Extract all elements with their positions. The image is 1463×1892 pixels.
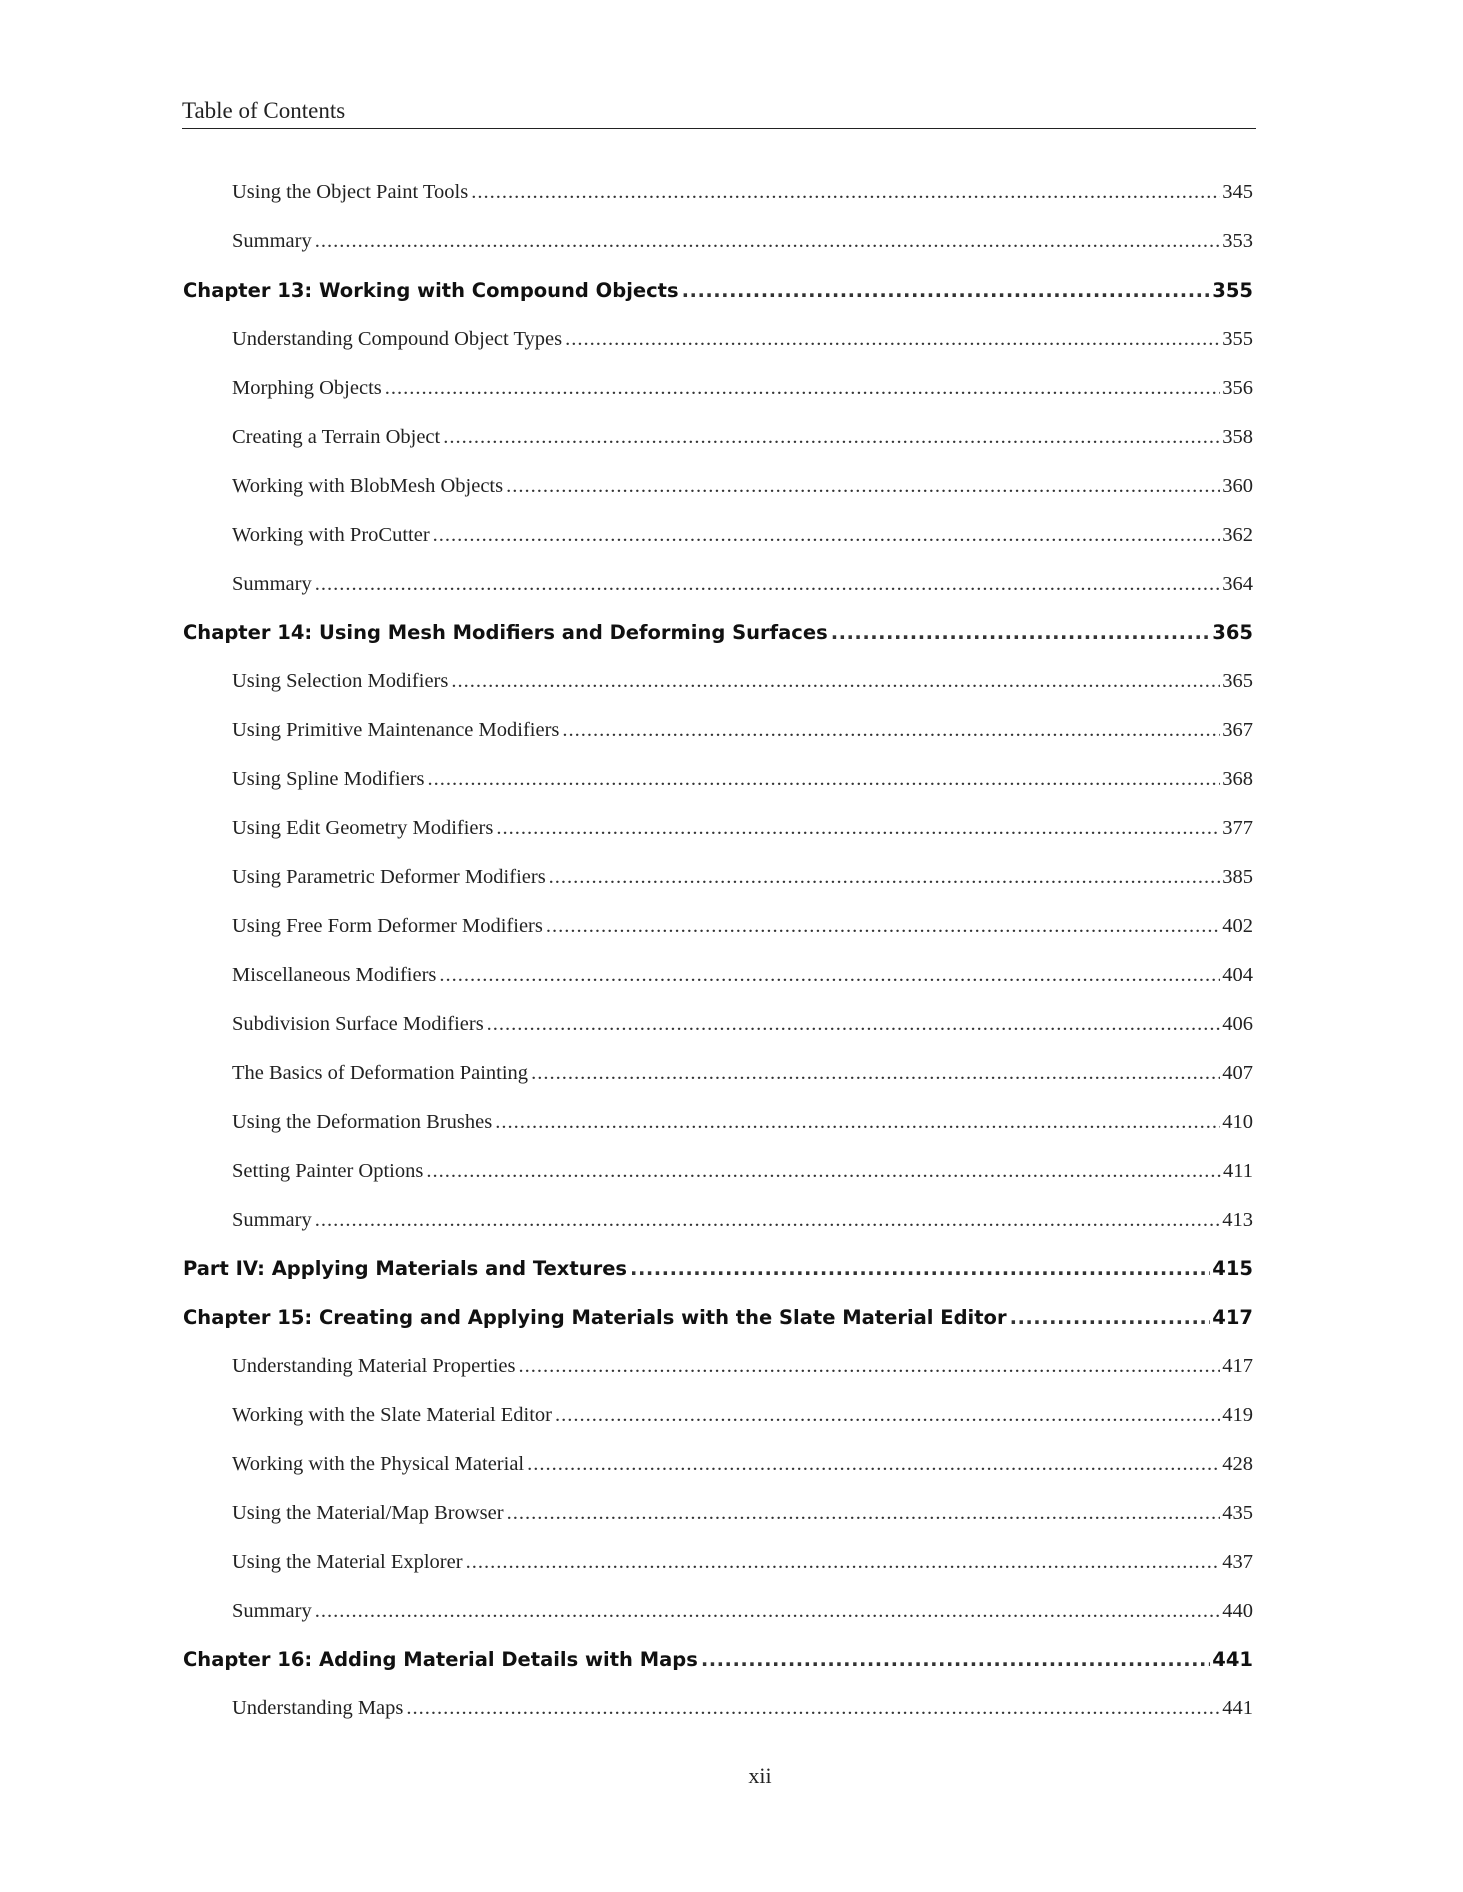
toc-chapter-title: Chapter 16: Adding Material Details with Maps: [183, 1648, 698, 1671]
toc-dot-leader: [562, 719, 1220, 742]
toc-entry[interactable]: [232, 964, 1253, 994]
page-number-footer: xii: [748, 1763, 772, 1788]
toc-page-number: 419: [1222, 1404, 1253, 1426]
toc-entry[interactable]: [232, 1209, 1253, 1239]
toc-page-number: 417: [1222, 1355, 1253, 1377]
toc-page-number: 437: [1222, 1551, 1253, 1573]
toc-dot-leader: [555, 1404, 1220, 1427]
toc-page-number: 355: [1222, 328, 1253, 350]
toc-page-number: 365: [1222, 670, 1253, 692]
toc-entry[interactable]: [232, 230, 1253, 260]
toc-dot-leader: [507, 1502, 1221, 1525]
toc-page-number: 435: [1222, 1502, 1253, 1524]
toc-page-number: 364: [1222, 573, 1253, 595]
toc-dot-leader: [471, 181, 1220, 204]
toc-dot-leader: [451, 670, 1220, 693]
toc-page-number: 353: [1222, 230, 1253, 252]
toc-entry[interactable]: [232, 573, 1253, 603]
toc-page-number: 358: [1222, 426, 1253, 448]
toc-dot-leader: [549, 866, 1221, 889]
toc-page-number: 417: [1212, 1306, 1253, 1329]
toc-dot-leader: [315, 1209, 1221, 1232]
toc-entry-title: Miscellaneous Modifiers: [232, 964, 437, 986]
toc-entry[interactable]: [232, 1355, 1253, 1385]
toc-dot-leader: [565, 328, 1220, 351]
toc-dot-leader: [315, 1600, 1221, 1623]
toc-dot-leader: [466, 1551, 1221, 1574]
toc-entry-title: Using Primitive Maintenance Modifiers: [232, 719, 560, 741]
toc-entry[interactable]: [232, 817, 1253, 847]
toc-entry[interactable]: [232, 475, 1253, 505]
toc-entry[interactable]: [232, 866, 1253, 896]
toc-entry[interactable]: [232, 1404, 1253, 1434]
toc-dot-leader: [426, 1160, 1221, 1183]
toc-dot-leader: [506, 475, 1220, 498]
toc-entry[interactable]: [232, 524, 1253, 554]
toc-entry-title: Subdivision Surface Modifiers: [232, 1013, 484, 1035]
toc-entry[interactable]: [232, 719, 1253, 749]
toc-page-number: 365: [1212, 621, 1253, 644]
toc-dot-leader: [487, 1013, 1221, 1036]
toc-page-number: 441: [1212, 1648, 1253, 1671]
toc-page-number: 407: [1222, 1062, 1253, 1084]
toc-entry[interactable]: [232, 1600, 1253, 1630]
toc-entry[interactable]: [232, 1013, 1253, 1043]
toc-page-number: 377: [1222, 817, 1253, 839]
toc-entry[interactable]: [232, 768, 1253, 798]
running-header-title: Table of Contents: [182, 98, 346, 123]
toc-entry[interactable]: [232, 1502, 1253, 1532]
toc-page-number: 406: [1222, 1013, 1253, 1035]
toc-chapter-entry[interactable]: [183, 621, 1253, 651]
toc-page-number: 345: [1222, 181, 1253, 203]
toc-entry-title: The Basics of Deformation Painting: [232, 1062, 529, 1084]
toc-entry-title: Understanding Maps: [232, 1697, 404, 1719]
toc-entry-title: Working with BlobMesh Objects: [232, 475, 504, 497]
toc-entry-title: Working with ProCutter: [232, 524, 430, 546]
toc-page-number: 360: [1222, 475, 1253, 497]
toc-dot-leader: [831, 621, 1211, 644]
toc-entry-title: Using the Material/Map Browser: [232, 1502, 504, 1524]
toc-chapter-entry[interactable]: [183, 1648, 1253, 1678]
toc-entry-title: Setting Painter Options: [232, 1160, 424, 1182]
toc-entry-title: Understanding Compound Object Types: [232, 328, 563, 350]
toc-chapter-entry[interactable]: [183, 279, 1253, 309]
toc-dot-leader: [682, 279, 1211, 302]
toc-entry-title: Summary: [232, 1600, 312, 1622]
toc-page-number: 415: [1212, 1257, 1253, 1280]
toc-entry[interactable]: [232, 1062, 1253, 1092]
toc-chapter-title: Chapter 13: Working with Compound Objects: [183, 279, 679, 302]
toc-dot-leader: [495, 1111, 1220, 1134]
toc-dot-leader: [531, 1062, 1220, 1085]
toc-entry[interactable]: [232, 1160, 1253, 1190]
toc-entry-title: Morphing Objects: [232, 377, 382, 399]
toc-page-number: 411: [1223, 1160, 1253, 1182]
toc-entry-title: Working with the Slate Material Editor: [232, 1404, 553, 1426]
toc-page-number: 404: [1222, 964, 1253, 986]
toc-entry-title: Summary: [232, 230, 312, 252]
toc-entry-title: Summary: [232, 1209, 312, 1231]
toc-entry[interactable]: [232, 328, 1253, 358]
toc-page-number: 410: [1222, 1111, 1253, 1133]
toc-page-number: 362: [1222, 524, 1253, 546]
toc-entry-title: Understanding Material Properties: [232, 1355, 516, 1377]
toc-entry-title: Using the Material Explorer: [232, 1551, 463, 1573]
toc-dot-leader: [385, 377, 1221, 400]
toc-page-number: 413: [1222, 1209, 1253, 1231]
toc-entry[interactable]: [232, 377, 1253, 407]
toc-page-number: 356: [1222, 377, 1253, 399]
toc-chapter-title: Chapter 15: Creating and Applying Materials with the Slate Material Editor: [183, 1306, 1007, 1329]
toc-entry-title: Using Parametric Deformer Modifiers: [232, 866, 546, 888]
toc-dot-leader: [701, 1648, 1210, 1671]
toc-dot-leader: [546, 915, 1220, 938]
toc-entry-title: Using Free Form Deformer Modifiers: [232, 915, 543, 937]
toc-entry[interactable]: [232, 1551, 1253, 1581]
toc-entry[interactable]: [232, 915, 1253, 945]
toc-chapter-entry[interactable]: [183, 1306, 1253, 1336]
toc-page-number: 368: [1222, 768, 1253, 790]
toc-entry[interactable]: [232, 670, 1253, 700]
toc-entry-title: Using Edit Geometry Modifiers: [232, 817, 494, 839]
toc-dot-leader: [406, 1697, 1220, 1720]
toc-entry-title: Using Spline Modifiers: [232, 768, 425, 790]
toc-page-number: 402: [1222, 915, 1253, 937]
toc-entry-title: Using the Object Paint Tools: [232, 181, 469, 203]
toc-page-number: 441: [1222, 1697, 1253, 1719]
toc-dot-leader: [315, 230, 1221, 253]
toc-part-title: Part IV: Applying Materials and Textures: [183, 1257, 628, 1280]
toc-dot-leader: [630, 1257, 1210, 1280]
toc-dot-leader: [443, 426, 1220, 449]
toc-dot-leader: [519, 1355, 1221, 1378]
toc-chapter-title: Chapter 14: Using Mesh Modifiers and Deforming Surfaces: [183, 621, 828, 644]
toc-page-number: 355: [1212, 279, 1253, 302]
toc-page-number: 440: [1222, 1600, 1253, 1622]
toc-dot-leader: [527, 1453, 1220, 1476]
toc-dot-leader: [427, 768, 1220, 791]
toc-page-number: 367: [1222, 719, 1253, 741]
toc-entry-title: Summary: [232, 573, 312, 595]
toc-entry[interactable]: [232, 426, 1253, 456]
toc-dot-leader: [315, 573, 1221, 596]
toc-entry-title: Using Selection Modifiers: [232, 670, 449, 692]
toc-entry[interactable]: [232, 1453, 1253, 1483]
toc-dot-leader: [439, 964, 1220, 987]
toc-entry[interactable]: [232, 1697, 1253, 1727]
toc-entry-title: Creating a Terrain Object: [232, 426, 441, 448]
toc-dot-leader: [496, 817, 1220, 840]
running-header: [182, 96, 1256, 129]
toc-page-number: 385: [1222, 866, 1253, 888]
toc-entry-title: Working with the Physical Material: [232, 1453, 525, 1475]
toc-dot-leader: [433, 524, 1221, 547]
toc-entry[interactable]: [232, 1111, 1253, 1141]
toc-part-entry[interactable]: [183, 1257, 1253, 1287]
toc-dot-leader: [1010, 1306, 1211, 1329]
toc-entry[interactable]: [232, 181, 1253, 211]
toc-page-number: 428: [1222, 1453, 1253, 1475]
toc-entry-title: Using the Deformation Brushes: [232, 1111, 493, 1133]
